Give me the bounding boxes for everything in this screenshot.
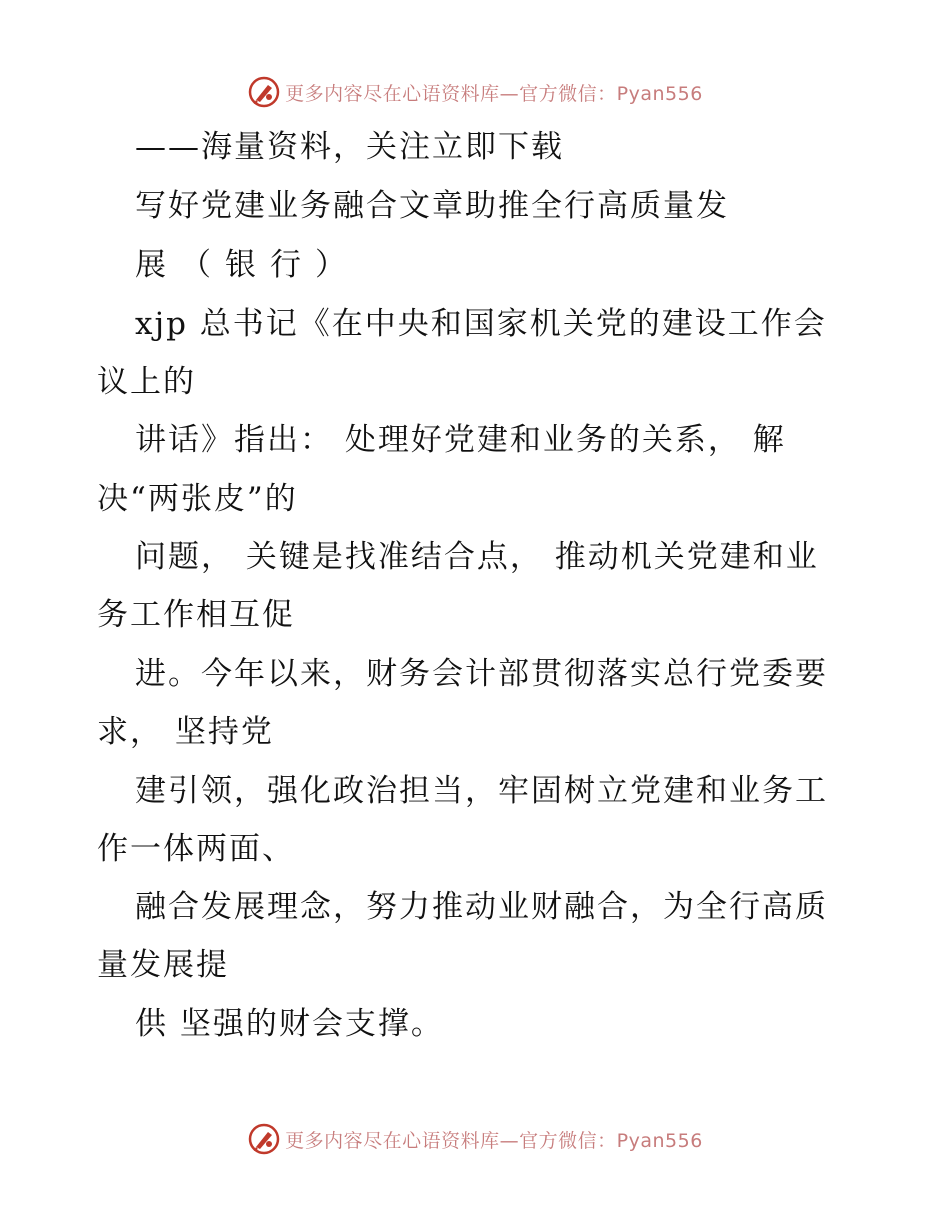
pen-seal-icon bbox=[247, 75, 281, 109]
header-watermark-banner bbox=[0, 72, 950, 112]
header-watermark-text: 更多内容尽在心语资料库—官方微信：Pyan556 bbox=[285, 82, 703, 105]
text-line: ——海量资料，关注立即下载 bbox=[135, 129, 564, 165]
document-title-line: 展（银行） bbox=[135, 247, 360, 283]
text-line: 量发展提 bbox=[97, 947, 229, 983]
text-line: 讲话》指出： 处理好党建和业务的关系， 解 bbox=[135, 422, 786, 458]
text-line: 融合发展理念，努力推动业财融合，为全行高质 bbox=[135, 889, 828, 925]
pen-seal-icon bbox=[247, 1122, 281, 1156]
footer-watermark-banner bbox=[0, 1119, 950, 1159]
text-line: 问题， 关键是找准结合点， 推动机关党建和业 bbox=[135, 539, 819, 575]
text-line: 务工作相互促 bbox=[97, 597, 295, 633]
text-line: 决“两张皮”的 bbox=[97, 481, 298, 517]
text-line: 求， 坚持党 bbox=[97, 714, 274, 750]
text-line: 供 坚强的财会支撑。 bbox=[135, 1006, 444, 1042]
text-line: 议上的 bbox=[97, 364, 196, 400]
text-line: 建引领，强化政治担当，牢固树立党建和业务工 bbox=[135, 773, 828, 809]
text-line: 作一体两面、 bbox=[97, 831, 295, 867]
document-title-line: 写好党建业务融合文章助推全行高质量发 bbox=[135, 188, 729, 224]
text-line: xjp 总书记《在中央和国家机关党的建设工作会 bbox=[135, 306, 827, 342]
text-line: 进。今年以来，财务会计部贯彻落实总行党委要 bbox=[135, 656, 828, 692]
footer-watermark-text: 更多内容尽在心语资料库—官方微信：Pyan556 bbox=[285, 1129, 703, 1152]
